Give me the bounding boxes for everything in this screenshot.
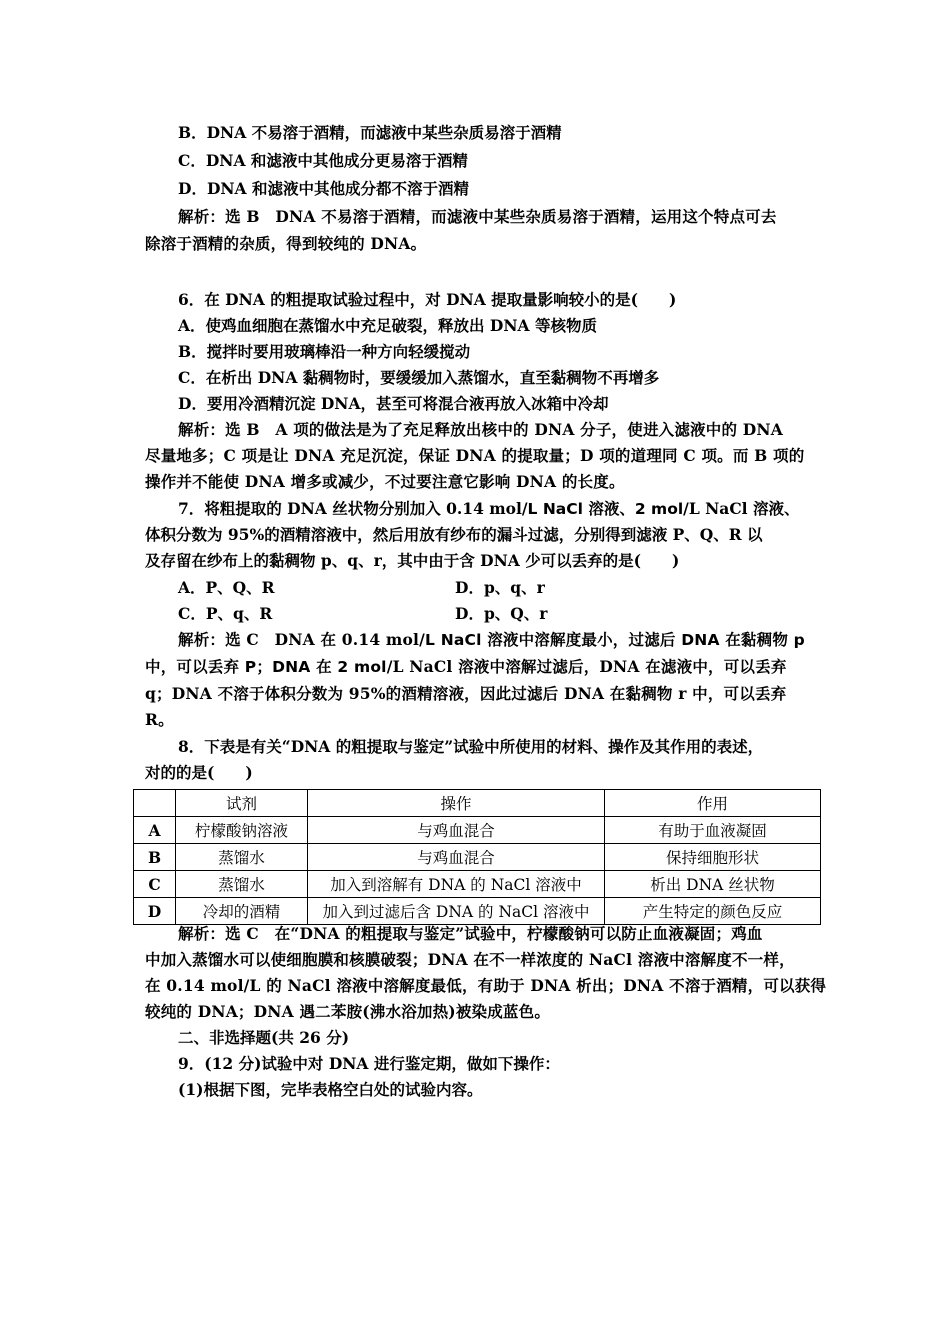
table-header-row (134, 790, 821, 817)
q6-option-a: A．使鸡血细胞在蒸馏水中充足破裂，释放出 DNA 等核物质 (178, 316, 597, 335)
text-run: 在 (310, 657, 338, 676)
text-run: 选 C DNA 在 0.14 mol/ (225, 630, 426, 649)
table-row (134, 898, 821, 925)
q6-analysis-line-2: 尽量地多；C 项是让 DNA 充足沉淀，保证 DNA 的提取量；D 项的道理同 C 项。而 B 项的 (145, 446, 805, 465)
text-run: P (244, 658, 257, 676)
q8-analysis-line-4: 较纯的 DNA；DNA 遇二苯胺(沸水浴加热)被染成蓝色。 (145, 1002, 551, 1021)
analysis-label: 解析： (178, 420, 226, 439)
q5-analysis-line-2: 除溶于酒精的杂质，得到较纯的 DNA。 (145, 234, 427, 253)
q6-option-b: B．搅拌时要用玻璃棒沿一种方向轻缓搅动 (178, 342, 471, 361)
text-run: 2 mol (634, 500, 684, 518)
q7-analysis-line-3: q；DNA 不溶于体积分数为 95%的酒精溶液，因此过滤后 DNA 在黏稠物 r 中，可以丢弃 (145, 684, 787, 703)
q8-table (133, 789, 821, 925)
q7-analysis-line-2 (145, 655, 821, 679)
table-cell: B (134, 844, 176, 871)
table-row (134, 844, 821, 871)
table-header-cell (134, 790, 176, 817)
text-run: /L NaCl 溶液中溶解过滤后，DNA 在滤液中，可以丢弃 (386, 657, 787, 676)
text-run: 在黏稠物 (719, 630, 794, 649)
text-run: L NaCl (425, 631, 482, 649)
q5-analysis-line-1 (178, 205, 821, 229)
table-cell: 蒸馏水 (176, 844, 308, 871)
table-cell: 柠檬酸钠溶液 (176, 817, 308, 844)
text-run: L NaCl (527, 500, 583, 518)
analysis-text: 选 B A 项的做法是为了充足释放出核中的 DNA 分子，使进入滤液中的 DNA (225, 420, 783, 439)
q6-option-d: D．要用冷酒精沉淀 DNA，甚至可将混合液再放入冰箱中冷却 (178, 394, 609, 413)
q6-analysis-line-3: 操作并不能使 DNA 增多或减少，不过要注意它影响 DNA 的长度。 (145, 472, 625, 491)
q7-analysis-line-4: R。 (145, 710, 174, 729)
q7-option-a: A．P、Q、R (178, 578, 275, 597)
section-title: 二、非选择题(共 26 分) (178, 1028, 350, 1047)
q7-options-row-2 (178, 602, 821, 626)
q8-analysis-line-1 (178, 922, 821, 946)
table-cell: C (134, 871, 176, 898)
q9-sub-1: (1)根据下图，完毕表格空白处的试验内容。 (178, 1080, 483, 1099)
q7-option-b: D．p、q、r (455, 578, 545, 597)
analysis-text: 选 B DNA 不易溶于酒精，而滤液中某些杂质易溶于酒精，运用这个特点可去 (225, 207, 777, 226)
q7-option-d: D．p、Q、r (455, 604, 548, 623)
text-run: /L NaCl 溶液、 (683, 499, 800, 518)
table-cell: 与鸡血混合 (308, 817, 605, 844)
analysis-label: 解析： (178, 207, 226, 226)
q7-analysis-line-1 (178, 628, 821, 652)
table-header-cell: 试剂 (176, 790, 308, 817)
table-cell: D (134, 898, 176, 925)
q6-option-c: C．在析出 DNA 黏稠物时，要缓缓加入蒸馏水，直至黏稠物不再增多 (178, 368, 660, 387)
analysis-text: 选 C 在“DNA 的粗提取与鉴定”试验中，柠檬酸钠可以防止血液凝固；鸡血 (225, 924, 763, 943)
table-cell: 析出 DNA 丝状物 (605, 871, 821, 898)
text-run: DNA (681, 631, 720, 649)
q7-stem-line-2: 体积分数为 95%的酒精溶液中，然后用放有纱布的漏斗过滤，分别得到滤液 P、Q、R 以 (145, 525, 763, 544)
q8-stem-line-2: 对的的是( ) (145, 763, 253, 782)
q8-analysis-line-2: 中加入蒸馏水可以使细胞膜和核膜破裂；DNA 在不一样浓度的 NaCl 溶液中溶解度不一样， (145, 950, 795, 969)
table-cell: 与鸡血混合 (308, 844, 605, 871)
q5-option-b: B．DNA 不易溶于酒精，而滤液中某些杂质易溶于酒精 (178, 123, 562, 142)
text-run: 2 mol (337, 658, 387, 676)
table-header-cell: 操作 (308, 790, 605, 817)
table-cell: 有助于血液凝固 (605, 817, 821, 844)
table-row (134, 817, 821, 844)
q6-stem: 6．在 DNA 的粗提取试验过程中，对 DNA 提取量影响较小的是( ) (178, 290, 677, 309)
table-cell: 加入到过滤后含 DNA 的 NaCl 溶液中 (308, 898, 605, 925)
table-cell: A (134, 817, 176, 844)
q7-options-row-1 (178, 576, 821, 600)
text-run: p (793, 631, 805, 649)
q8-analysis-line-3: 在 0.14 mol/L 的 NaCl 溶液中溶解度最低，有助于 DNA 析出；DNA 不溶于酒精，可以获得 (145, 976, 827, 995)
text-run: 中，可以丢弃 (145, 657, 245, 676)
table-header-cell: 作用 (605, 790, 821, 817)
table-cell: 产生特定的颜色反应 (605, 898, 821, 925)
text-run: 7．将粗提取的 DNA 丝状物分别加入 0.14 mol/ (178, 499, 528, 518)
analysis-label: 解析： (178, 924, 226, 943)
text-run: DNA (272, 658, 311, 676)
text-run: 溶液中溶解度最小，过滤后 (481, 630, 682, 649)
table-cell: 冷却的酒精 (176, 898, 308, 925)
q6-analysis-line-1 (178, 418, 821, 442)
analysis-label: 解析： (178, 630, 226, 649)
text-run: 溶液、 (582, 499, 635, 518)
q5-option-c: C．DNA 和滤液中其他成分更易溶于酒精 (178, 151, 468, 170)
q8-stem-line-1: 8．下表是有关“DNA 的粗提取与鉴定”试验中所使用的材料、操作及其作用的表述， (178, 737, 764, 756)
table-cell: 保持细胞形状 (605, 844, 821, 871)
q7-stem-line-3: 及存留在纱布上的黏稠物 p、q、r，其中由于含 DNA 少可以丢弃的是( ) (145, 551, 680, 570)
table-row (134, 871, 821, 898)
q7-stem-line-1 (178, 497, 821, 521)
q9-stem: 9．(12 分)试验中对 DNA 进行鉴定期，做如下操作： (178, 1054, 560, 1073)
table-cell: 蒸馏水 (176, 871, 308, 898)
q7-option-c: C．P、q、R (178, 604, 273, 623)
text-run: ； (256, 657, 273, 676)
table-cell: 加入到溶解有 DNA 的 NaCl 溶液中 (308, 871, 605, 898)
q5-option-d: D．DNA 和滤液中其他成分都不溶于酒精 (178, 179, 469, 198)
